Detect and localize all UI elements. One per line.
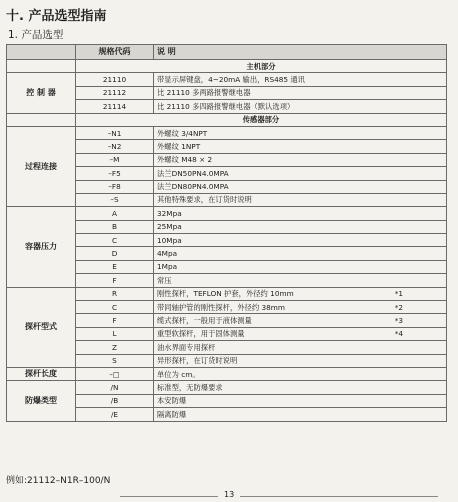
description-text: 外螺纹 M48 × 2 <box>157 155 213 165</box>
description-text: 25Mpa <box>157 222 182 232</box>
spec-description <box>154 180 447 193</box>
spec-description <box>154 287 447 300</box>
table-header-row <box>7 45 447 60</box>
spec-code: S <box>76 354 154 367</box>
footer-rule <box>120 496 438 497</box>
description-text: 本安防爆 <box>157 396 187 406</box>
description-text: 缆式探杆，一般用于液体测量 <box>157 315 252 325</box>
description-text: 带同轴护管的刚性探杆，外径约 38mm <box>157 302 285 312</box>
description-text: 32Mpa <box>157 208 182 218</box>
selection-table <box>6 44 447 422</box>
group-label: 控 制 器 <box>7 73 76 113</box>
spec-description <box>154 167 447 180</box>
spec-code: /N <box>76 381 154 394</box>
footnote-marker: *3 <box>394 315 403 325</box>
description-text: 比 21110 多四路报警继电器（默认选项） <box>157 101 295 111</box>
spec-description <box>154 408 447 421</box>
group-label: 探杆型式 <box>7 287 76 367</box>
spec-code: F <box>76 274 154 287</box>
footnote-marker: *2 <box>394 302 403 312</box>
spec-code: –M <box>76 153 154 166</box>
spec-description <box>154 153 447 166</box>
spec-description <box>154 327 447 340</box>
group-label: 探杆长度 <box>7 367 76 380</box>
table-row <box>7 367 447 380</box>
table-row <box>7 381 447 394</box>
spec-description <box>154 274 447 287</box>
section-row <box>7 113 447 126</box>
order-example: 例如:21112–N1R–100/N <box>6 476 111 486</box>
footnote-marker: *1 <box>394 289 403 299</box>
spec-code: /E <box>76 408 154 421</box>
spec-code: 21114 <box>76 100 154 113</box>
description-text: 带显示屏键盘，4~20mA 输出，RS485 通讯 <box>157 74 305 84</box>
spec-code: –N1 <box>76 126 154 139</box>
spec-code: –F8 <box>76 180 154 193</box>
description-text: 标准型，无防爆要求 <box>157 382 223 392</box>
spec-code: 21112 <box>76 86 154 99</box>
description-text: 10Mpa <box>157 235 182 245</box>
table-row <box>7 73 447 86</box>
spec-code: F <box>76 314 154 327</box>
spec-description <box>154 126 447 139</box>
spec-code: 21110 <box>76 73 154 86</box>
spec-code: R <box>76 287 154 300</box>
spec-description <box>154 367 447 380</box>
description-text: 异形探杆，在订货时说明 <box>157 356 238 366</box>
table-row <box>7 287 447 300</box>
spec-code: D <box>76 247 154 260</box>
table-row <box>7 207 447 220</box>
spec-description <box>154 207 447 220</box>
spec-description <box>154 140 447 153</box>
section-blank <box>7 113 76 126</box>
spec-description <box>154 73 447 86</box>
group-label: 过程连接 <box>7 126 76 206</box>
spec-description <box>154 381 447 394</box>
description-text: 外螺纹 1NPT <box>157 141 201 151</box>
header-blank <box>7 45 76 60</box>
spec-code: E <box>76 260 154 273</box>
description-text: 油水界面专用探杆 <box>157 342 216 352</box>
spec-description <box>154 394 447 407</box>
description-text: 法兰DN80PN4.0MPA <box>157 182 229 192</box>
spec-description <box>154 354 447 367</box>
header-desc: 说 明 <box>154 45 447 60</box>
description-text: 1Mpa <box>157 262 178 272</box>
spec-code: –S <box>76 193 154 206</box>
section-row <box>7 60 447 73</box>
spec-code: –F5 <box>76 167 154 180</box>
spec-description <box>154 301 447 314</box>
group-label: 防爆类型 <box>7 381 76 421</box>
description-text: 法兰DN50PN4.0MPA <box>157 168 229 178</box>
spec-code: C <box>76 234 154 247</box>
spec-description <box>154 193 447 206</box>
description-text: 隔离防爆 <box>157 409 187 419</box>
header-code: 规格代码 <box>76 45 154 60</box>
spec-code: B <box>76 220 154 233</box>
description-text: 其他特殊要求，在订货时说明 <box>157 195 252 205</box>
spec-description <box>154 220 447 233</box>
description-text: 刚性探杆，TEFLON 护套，外径约 10mm <box>157 289 294 299</box>
spec-code: L <box>76 327 154 340</box>
spec-code: /B <box>76 394 154 407</box>
spec-description <box>154 260 447 273</box>
section-heading: 十. 产品选型指南 <box>6 9 107 24</box>
spec-description <box>154 100 447 113</box>
description-text: 常压 <box>157 275 172 285</box>
spec-description <box>154 247 447 260</box>
sub-heading: 1. 产品选型 <box>8 29 64 41</box>
table-row <box>7 126 447 139</box>
table-body <box>7 60 447 422</box>
spec-code: –□ <box>76 367 154 380</box>
spec-description <box>154 86 447 99</box>
section-blank <box>7 60 76 73</box>
spec-code: –N2 <box>76 140 154 153</box>
description-text: 外螺纹 3/4NPT <box>157 128 208 138</box>
spec-description <box>154 234 447 247</box>
spec-description <box>154 341 447 354</box>
spec-code: C <box>76 301 154 314</box>
page-number: 13 <box>218 490 240 499</box>
description-text: 4Mpa <box>157 249 178 259</box>
footnote-marker: *4 <box>394 329 403 339</box>
spec-description <box>154 314 447 327</box>
description-text: 重型软探杆，用于固体测量 <box>157 329 245 339</box>
spec-code: Z <box>76 341 154 354</box>
group-label: 容器压力 <box>7 207 76 287</box>
description-text: 单位为 cm。 <box>157 369 200 379</box>
section-title: 传感器部分 <box>76 113 447 126</box>
spec-code: A <box>76 207 154 220</box>
section-title: 主机部分 <box>76 60 447 73</box>
description-text: 比 21110 多两路报警继电器 <box>157 88 251 98</box>
